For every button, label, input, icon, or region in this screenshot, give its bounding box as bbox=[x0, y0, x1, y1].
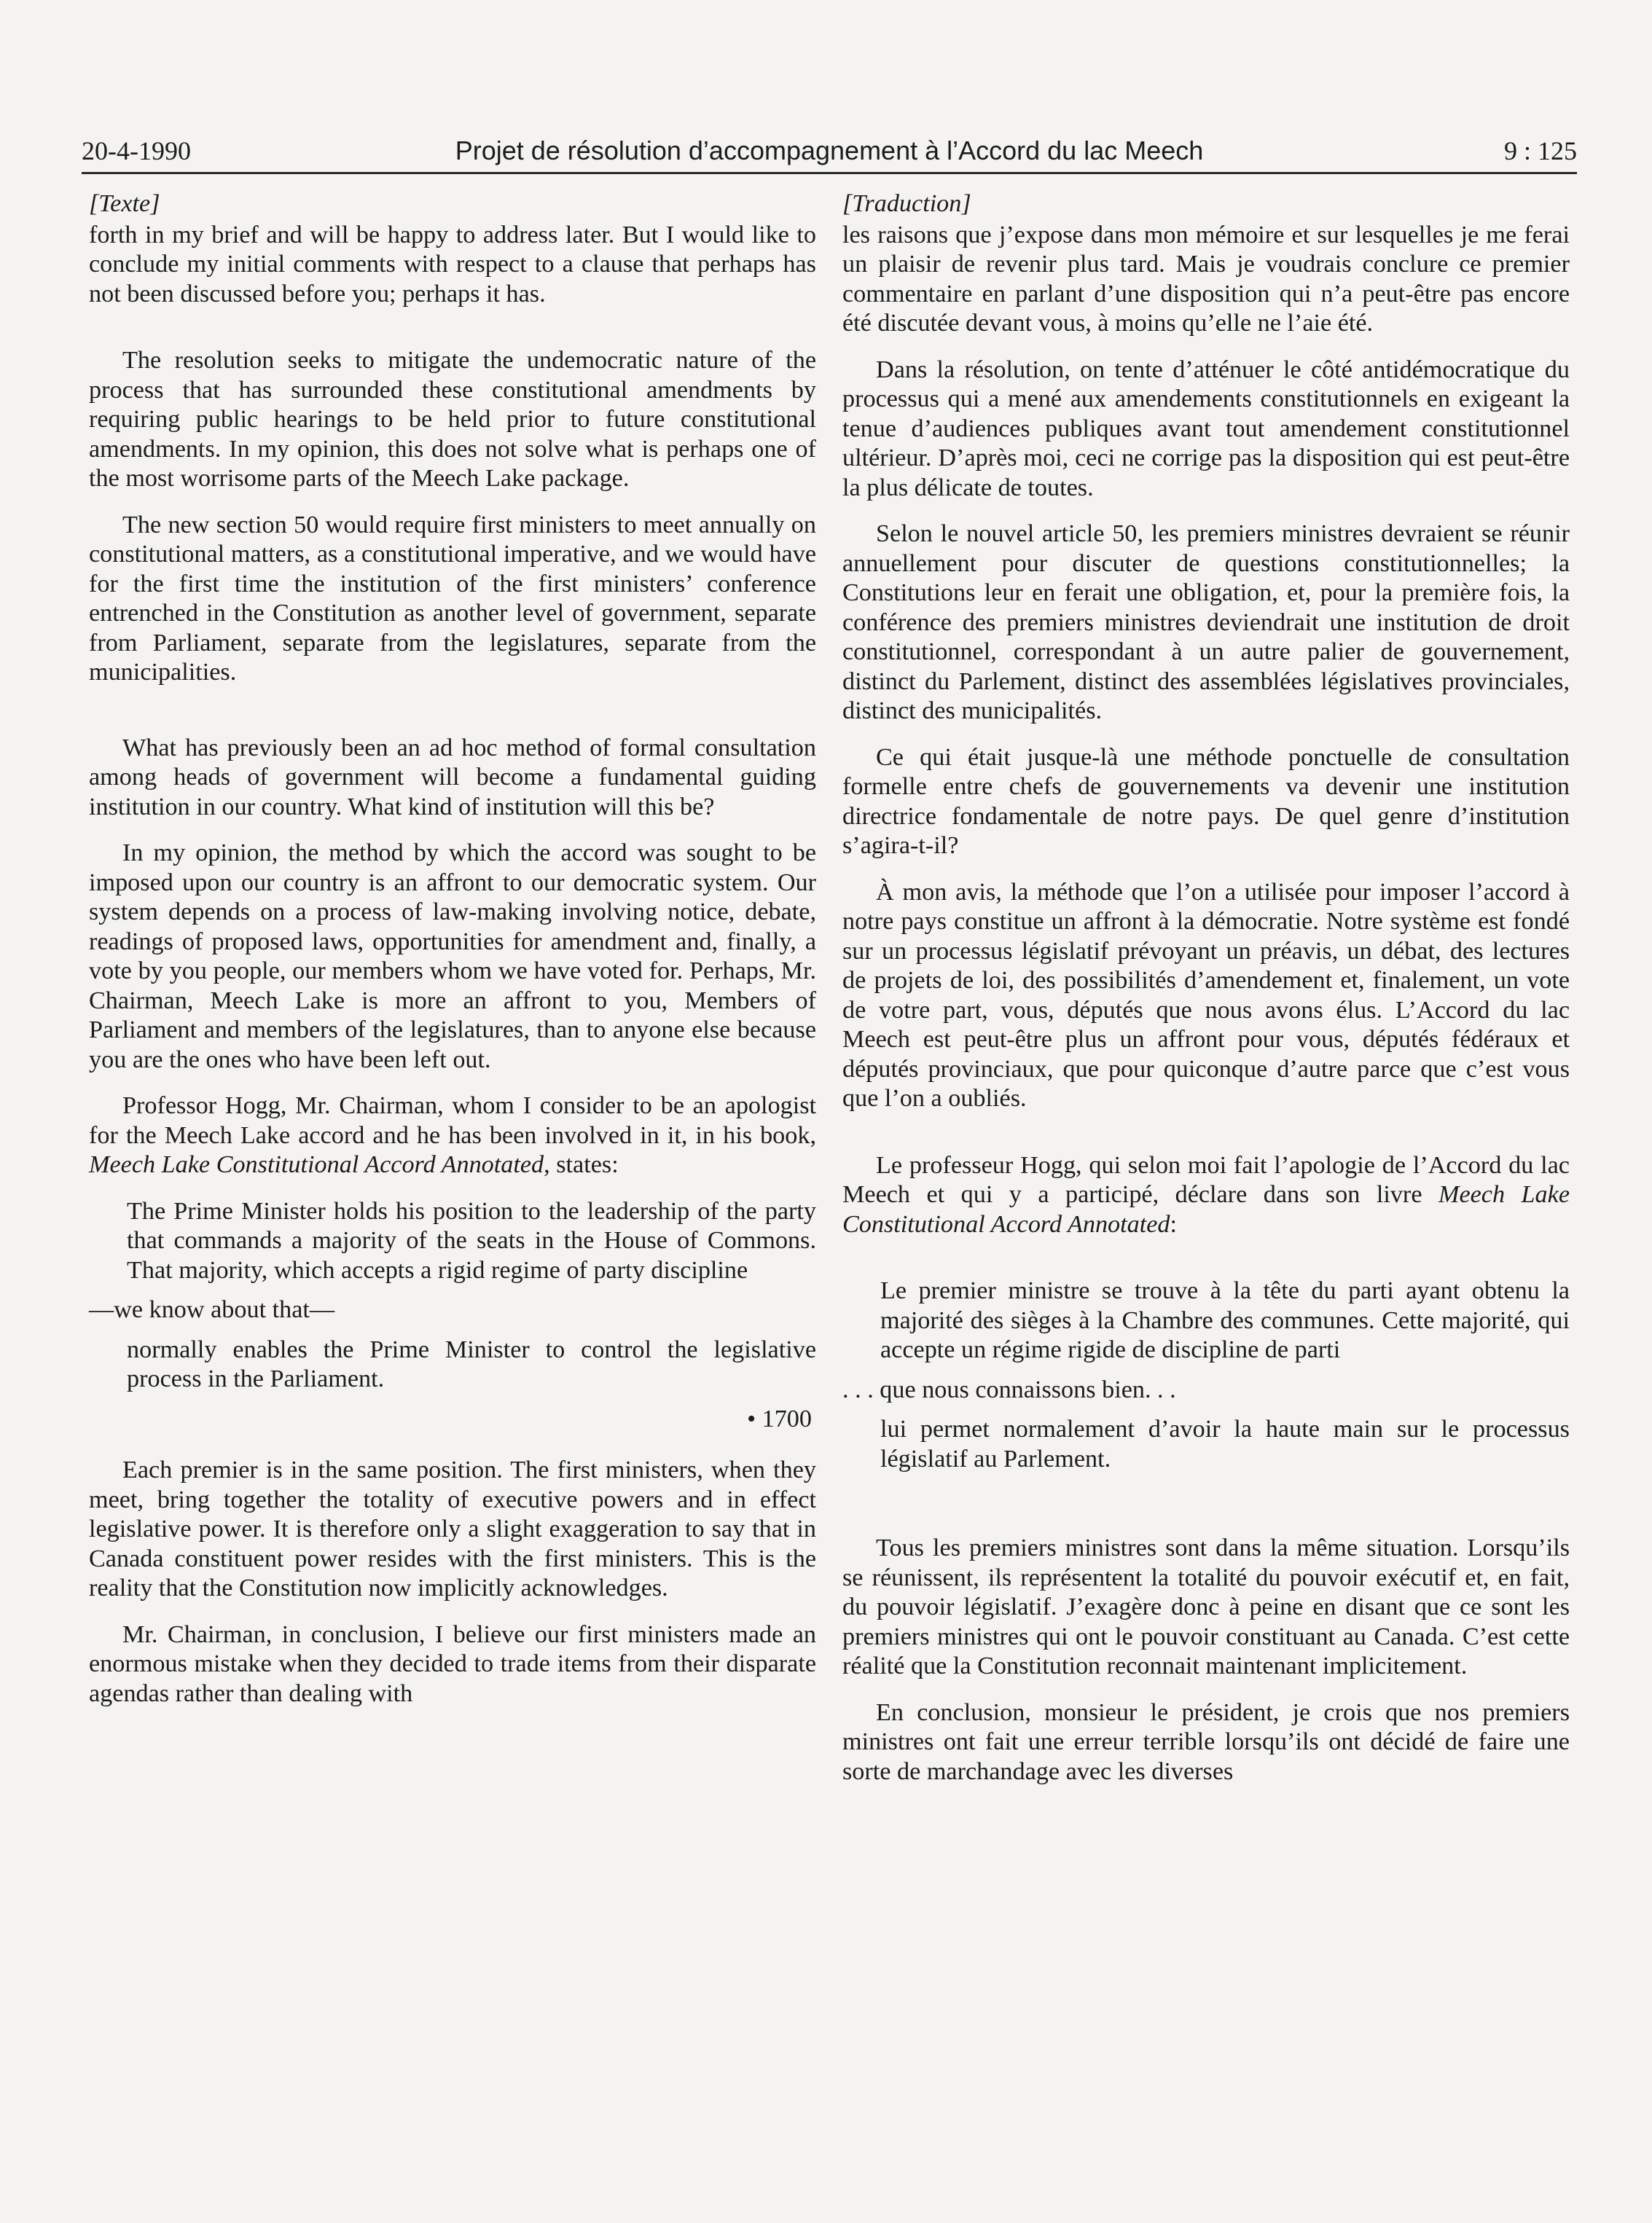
paragraph-hogg bbox=[89, 1091, 816, 1180]
interjection: —we know about that— bbox=[89, 1296, 335, 1323]
block-quote: lui permet normalement d’avoir la haute main sur le processus législatif au Parlement. bbox=[880, 1416, 1570, 1473]
english-column bbox=[89, 189, 816, 1725]
paragraph: Each premier is in the same position. The first ministers, when they meet, bring together the totality of executive powers and in effect legislative power. It is therefore only a slight exaggeration to say that in Canada constituent power resides with the first ministers. This is the reality that the Constitution now implicitly acknowledges. bbox=[89, 1456, 816, 1601]
paragraph: forth in my brief and will be happy to address later. But I would like to conclude my initial comments with respect to a clause that perhaps has not been discussed before you; perhaps it has. bbox=[89, 221, 816, 307]
page-header bbox=[82, 128, 1577, 174]
paragraph: What has previously been an ad hoc method of formal consultation among heads of government will become a fundamental guiding institution in our country. What kind of institution will this be? bbox=[89, 734, 816, 820]
block-quote: The Prime Minister holds his position to the leadership of the party that commands a majority of the seats in the House of Commons. That majority, which accepts a rigid regime of party discipline bbox=[127, 1197, 816, 1284]
column-tag-translation: [Traduction] bbox=[842, 190, 971, 217]
book-title: Meech Lake Constitutional Accord Annotated bbox=[89, 1151, 544, 1178]
book-title: Meech Lake Constitutional Accord Annotated bbox=[842, 1181, 1570, 1238]
interjection: . . . que nous connaissons bien. . . bbox=[842, 1376, 1176, 1403]
block-quote: Le premier ministre se trouve à la tête du parti ayant obtenu la majorité des sièges à la Chambre des communes. Cette majorité, qui accepte un régime rigide de discipline de parti bbox=[880, 1277, 1570, 1363]
paragraph: Tous les premiers ministres sont dans la même situation. Lorsqu’ils se réunissent, ils représentent la totalité du pouvoir exécutif et, en fait, du pouvoir législatif. J’exagère donc à peine en disant que ce sont les premiers ministres qui ont le pouvoir constituant au Canada. C’est cette réalité que la Constitution reconnait maintenant implicitement. bbox=[842, 1534, 1570, 1679]
text-run: : bbox=[1170, 1210, 1177, 1238]
column-tag-text: [Texte] bbox=[89, 190, 160, 217]
paragraph: les raisons que j’expose dans mon mémoire et sur lesquelles je me ferai un plaisir de revenir plus tard. Mais je voudrais conclure ce premier commentaire en parlant d’une disposition qui n’a peut-être pas encore été discutée devant vous, à moins qu’elle ne l’aie été. bbox=[842, 221, 1570, 337]
paragraph: Selon le nouvel article 50, les premiers ministres devraient se réunir annuellement pour discuter de questions constitutionnelles; la Constitutions leur en ferait une obligation, et, pour la première fois, la conférence des premiers ministres deviendrait une institution de droit constitutionnel, correspondant à un autre palier de gouvernement, distinct du Parlement, distinct des assemblées législatives provinciales, distinct des municipalités. bbox=[842, 520, 1570, 724]
paragraph: En conclusion, monsieur le président, je crois que nos premiers ministres ont fait une erreur terrible lorsqu’ils ont décidé de faire une sorte de marchandage avec les diverses bbox=[842, 1698, 1570, 1785]
paragraph-hogg bbox=[842, 1151, 1570, 1240]
paragraph: Ce qui était jusque-là une méthode ponctuelle de consultation formelle entre chefs de gouvernements va devenir une institution directrice fondamentale de notre pays. De quel genre d’institution s’agira-t-il? bbox=[842, 743, 1570, 859]
header-title: Projet de résolution d’accompagnement à l’Accord du lac Meech bbox=[455, 136, 1204, 165]
text-run: Professor Hogg, Mr. Chairman, whom I consider to be an apologist for the Meech Lake accord and he has been involved in it, in his book, bbox=[89, 1092, 816, 1149]
block-quote: normally enables the Prime Minister to control the legislative process in the Parliament. bbox=[127, 1336, 816, 1392]
paragraph: The new section 50 would require first ministers to meet annually on constitutional matters, as a constitutional imperative, and we would have for the first time the institution of the first ministers’ conference entrenched in the Constitution as another level of government, separate from Parliament, separate from the legislatures, separate from the municipalities. bbox=[89, 511, 816, 686]
text-run: Le professeur Hogg, qui selon moi fait l’apologie de l’Accord du lac Meech et qui y a participé, déclare dans son livre bbox=[842, 1151, 1570, 1208]
paragraph: Dans la résolution, on tente d’atténuer le côté antidémocratique du processus qui a mené aux amendements constitutionnels en exigeant la tenue d’audiences publiques avant tout amendement constitutionnel ultérieur. D’après moi, ceci ne corrige pas la disposition qui est peut-être la plus délicate de toutes. bbox=[842, 356, 1570, 501]
french-column bbox=[842, 189, 1570, 1803]
paragraph: À mon avis, la méthode que l’on a utilisée pour imposer l’accord à notre pays constitue un affront à la démocratie. Notre système est fondé sur un processus législatif prévoyant un préavis, un débat, des lectures de projets de loi, des possibilités d’amendement et, finalement, un vote de votre part, vous, députés que nous avons élus. L’Accord du lac Meech est peut-être plus un affront pour vous, députés fédéraux et députés provinciaux, que pour quiconque d’autre parce que c’est vous que l’on a oubliés. bbox=[842, 878, 1570, 1112]
header-date: 20-4-1990 bbox=[82, 136, 191, 165]
header-page-number: 9 : 125 bbox=[1503, 136, 1577, 165]
time-marker: • 1700 bbox=[747, 1405, 812, 1432]
paragraph: Mr. Chairman, in conclusion, I believe our first ministers made an enormous mistake when they decided to trade items from their disparate agendas rather than dealing with bbox=[89, 1620, 816, 1707]
text-run: , states: bbox=[544, 1151, 619, 1178]
paragraph: The resolution seeks to mitigate the undemocratic nature of the process that has surrounded these constitutional amendments by requiring public hearings to be held prior to future constitutional amendments. In my opinion, this does not solve what is perhaps one of the most worrisome parts of the Meech Lake package. bbox=[89, 347, 816, 492]
paragraph: In my opinion, the method by which the accord was sought to be imposed upon our country is an affront to our democratic system. Our system depends on a process of law-making involving notice, debate, readings of proposed laws, opportunities for amendment and, finally, a vote by you people, our members whom we have voted for. Perhaps, Mr. Chairman, Meech Lake is more an affront to you, Members of Parliament and members of the legislatures, than to anyone else because you are the ones who have been left out. bbox=[89, 839, 816, 1073]
